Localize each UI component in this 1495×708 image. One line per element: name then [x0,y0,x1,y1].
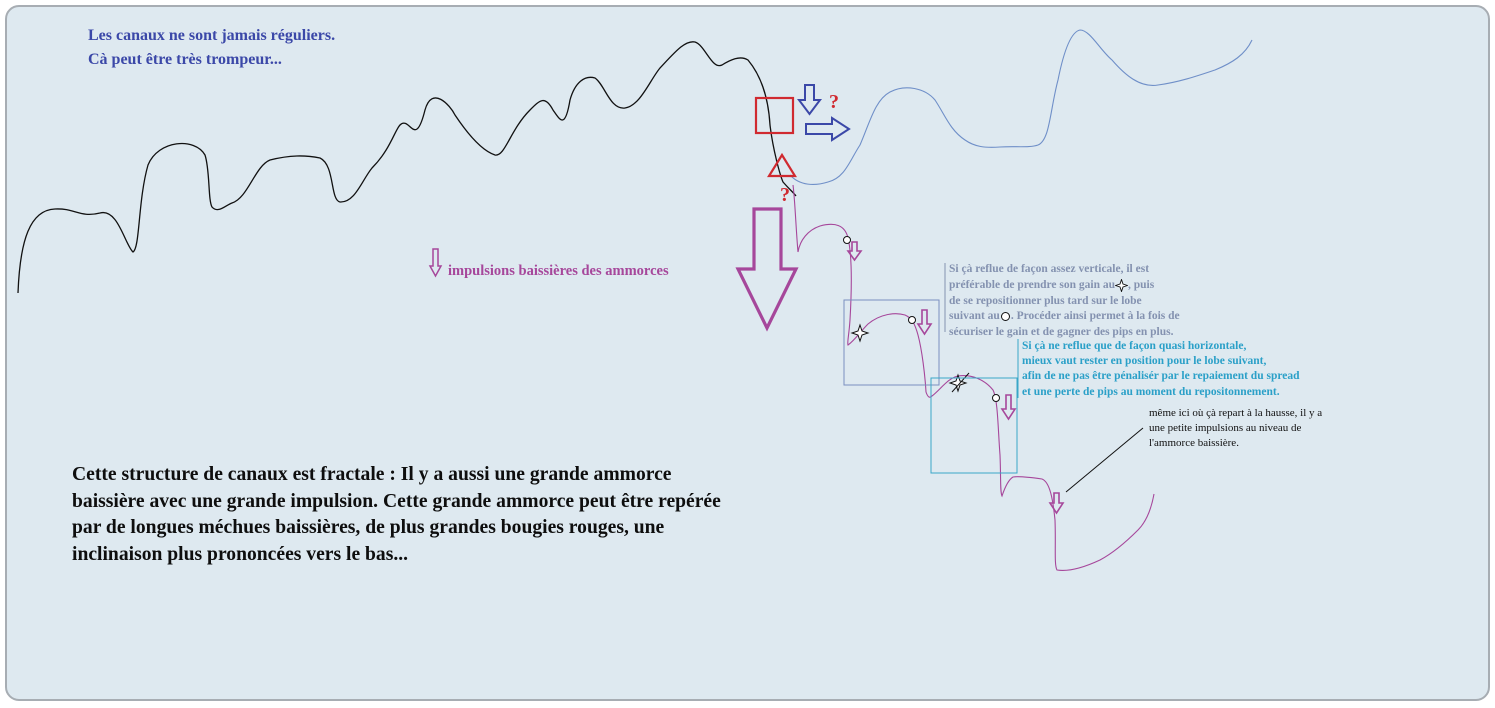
red-triangle-marker [769,155,795,176]
note-line: même ici où çà repart à la hausse, il y a [1149,407,1323,419]
note-line: une petite impulsions au niveau de [1149,422,1302,434]
note-line [949,309,1180,325]
fractal-structure-text [72,462,721,568]
note-line: mieux vaut rester en position pour le lobe suivant, [1022,355,1267,368]
note-line: et une perte de pips au moment du repositonnement. [1022,385,1280,398]
body-line: baissière avec une grande impulsion. Cette grande ammorce peut être repérée [72,490,721,512]
circle-marker [909,317,916,324]
note-line: afin de ne pas être pénalisér par le repaiement du spread [1022,370,1300,383]
purple-arrow-icon [918,310,931,334]
blue-price-curve [790,30,1252,184]
vertical-reflux-note [949,262,1180,341]
horizontal-reflux-note [1022,339,1300,400]
note-line: l'ammorce baissière. [1149,437,1239,449]
body-line: par de longues méchues baissières, de plus grandes bougies rouges, une [72,517,665,538]
purple-arrow-icon [1002,395,1015,419]
note-fragment: , puis [1128,278,1155,291]
note-fragment: . Procéder ainsi permet à la fois de [1010,310,1180,323]
horizontal-reflux-box [931,378,1017,473]
question-mark: ? [829,91,839,113]
note-line: Si çà ne reflue que de façon quasi horizontale, [1022,340,1247,352]
star-marker [950,375,966,391]
note-fragment: suivant au [949,310,1000,323]
title-line: Cà peut être très trompeur... [88,51,282,68]
body-line: Cette structure de canaux est fractale : Il y a aussi une grande ammorce [72,464,672,485]
rebound-note [1149,406,1322,451]
big-purple-down-arrow-icon [738,209,796,328]
purple-arrow-icon [848,242,861,260]
circle-icon [1000,311,1011,322]
blue-right-arrow-icon [806,118,849,140]
note-line [949,278,1180,294]
title-line: Les canaux ne sont jamais réguliers. [88,27,336,44]
star-icon [1115,279,1128,292]
circle-marker [993,395,1000,402]
black-price-curve [18,42,796,293]
note-fragment: préférable de prendre son gain au [949,278,1116,291]
legend-purple-arrow-icon [430,249,441,276]
legend-label: impulsions baissières des ammorces [448,263,669,279]
note-line: Si çà reflue de façon assez verticale, il est [949,263,1150,275]
blue-down-arrow-icon [799,85,820,114]
note-line: de se repositionner plus tard sur le lobe [949,294,1142,307]
note-line: sécuriser le gain et de gagner des pips en plus. [949,326,1174,339]
circle-marker [844,237,851,244]
body-line: inclinaison plus prononcées vers le bas... [72,543,409,565]
page-title [88,24,335,72]
red-square-marker [756,98,793,133]
question-mark: ? [780,184,790,206]
pointer-line [1066,428,1143,492]
